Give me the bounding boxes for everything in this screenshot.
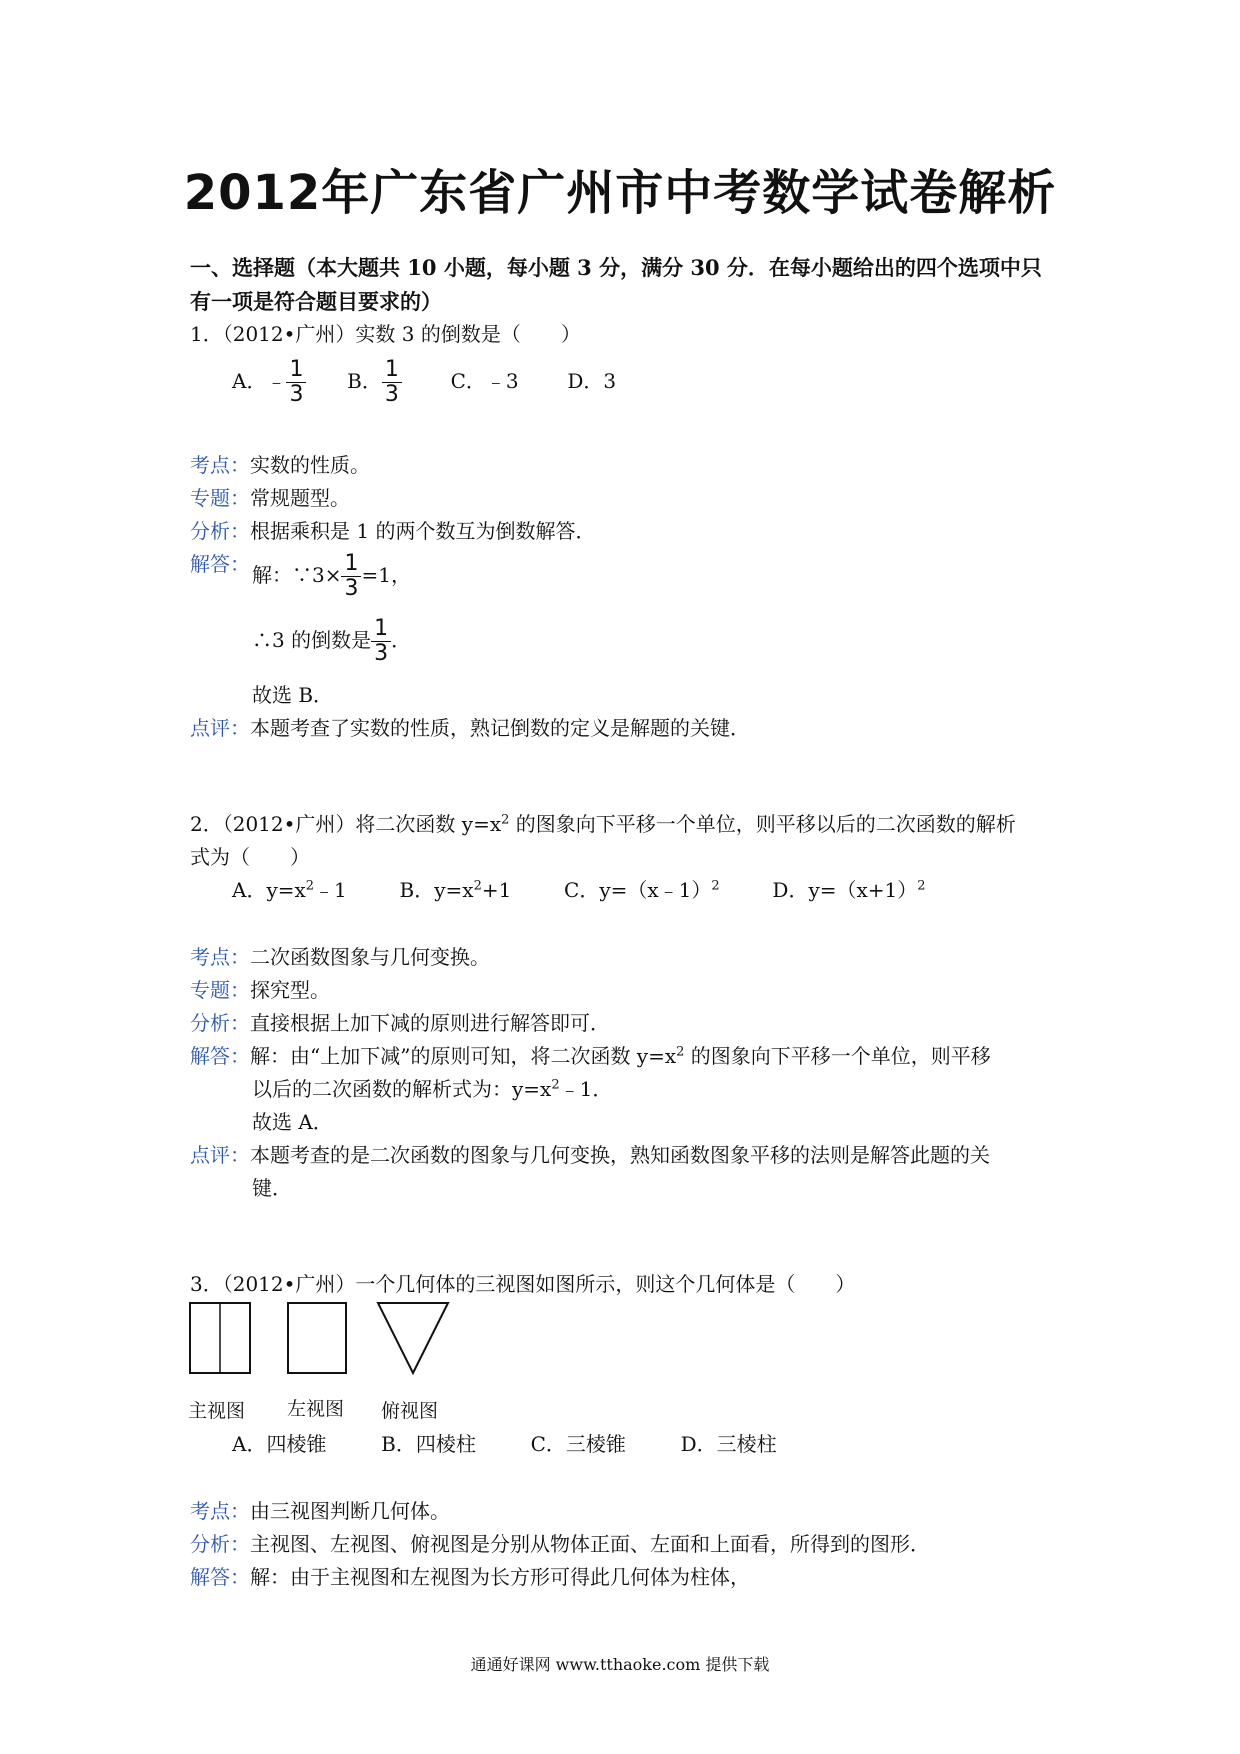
q2-option-b: B．$y=x^2+1$ [399, 878, 512, 902]
page-footer: 通通好课网 www.tthaoke.com 提供下载 [470, 1655, 770, 1674]
q2-fenxi: 分析：直接根据上加下减的原则进行解答即可． [190, 1011, 610, 1035]
q3-options [232, 1428, 777, 1457]
q3-kaodian: 考点：由三视图判断几何体。 [190, 1499, 450, 1523]
q2-options [232, 874, 926, 903]
q2-zhuanti: 专题：探究型。 [190, 978, 330, 1002]
left-view-shape [288, 1303, 346, 1373]
q1-option-b: B． $\frac{1}{3}$ [347, 369, 402, 393]
page-title: 2012年广东省广州市中考数学试卷解析 [183, 165, 1057, 221]
q3-option-b: B．四棱柱 [381, 1432, 476, 1456]
q1-dianping: 点评：本题考查了实数的性质，熟记倒数的定义是解题的关键． [190, 716, 750, 740]
q3-fenxi: 分析：主视图、左视图、俯视图是分别从物体正面、左面和上面看，所得到的图形． [190, 1532, 930, 1556]
three-views-figure [185, 1298, 465, 1383]
q1-stem: 1．（2012•广州）实数 3 的倒数是（ ） [190, 322, 581, 346]
fraction: $\frac{1}{3}$ [371, 617, 391, 666]
fraction: $\frac{1}{3}$ [341, 552, 361, 601]
fraction: $\frac{1}{3}$ [286, 358, 306, 407]
q2-dianping-line2: 键． [252, 1176, 292, 1200]
q2-stem-line1: 2．（2012•广州）将二次函数 $y=x^2$ 的图象向下平移一个单位，则平移以后的二次函数的解析 [190, 812, 1016, 836]
q2-option-c: C．y=（x﹣1）$^2$ [564, 878, 720, 902]
q3-option-a: A．四棱锥 [232, 1432, 327, 1456]
main-view-shape [190, 1303, 250, 1373]
q1-jieda-label: 解答： [190, 552, 250, 576]
q1-zhuanti: 专题：常规题型。 [190, 486, 350, 510]
q1-jieda-line2: ∴3 的倒数是 $\frac{1}{3}$ ． [252, 616, 412, 666]
q3-option-d: D．三棱柱 [680, 1432, 777, 1456]
q3-stem: 3．（2012•广州）一个几何体的三视图如图所示，则这个几何体是（ ） [190, 1272, 856, 1296]
q1-jieda-line1: 解：∵3× $\frac{1}{3}$ =1， [252, 551, 411, 601]
q1-jieda-line3: 故选 B． [252, 683, 334, 707]
q3-jieda-line1: 解答：解：由于主视图和左视图为长方形可得此几何体为柱体， [190, 1565, 750, 1589]
q2-jieda-line1: 解答：解：由“上加下减”的原则可知，将二次函数 $y=x^2$ 的图象向下平移一个单位，则平移 [190, 1044, 991, 1068]
q1-option-a: A．﹣ $\frac{1}{3}$ [232, 369, 306, 393]
q2-option-a: A．$y=x^2﹣1$ [232, 878, 347, 902]
main-view-label: 主视图 [188, 1400, 246, 1422]
top-view-label: 俯视图 [381, 1400, 439, 1422]
q3-option-c: C．三棱锥 [530, 1432, 626, 1456]
q2-dianping-line1: 点评：本题考查的是二次函数的图象与几何变换，熟知函数图象平移的法则是解答此题的关 [190, 1143, 990, 1167]
q2-option-d: D．$y=(x+1)^2$ [772, 878, 926, 902]
left-view-label: 左视图 [287, 1398, 345, 1420]
q2-jieda-line3: 故选 A． [252, 1110, 333, 1134]
q1-fenxi: 分析：根据乘积是 1 的两个数互为倒数解答． [190, 519, 596, 543]
q2-jieda-line2: 以后的二次函数的解析式为：$y=x^2﹣1$． [252, 1077, 613, 1101]
top-view-shape [378, 1303, 448, 1373]
q1-option-d: D．3 [567, 369, 617, 393]
section-heading-line1: 一、选择题（本大题共 10 小题，每小题 3 分，满分 30 分．在每小题给出的四个选项中只 [190, 255, 1042, 280]
q1-options [232, 358, 616, 407]
fraction: $\frac{1}{3}$ [382, 358, 402, 407]
q2-stem-line2: 式为（ ） [190, 845, 310, 869]
section-heading-line2: 有一项是符合题目要求的） [190, 289, 442, 314]
q1-option-c: C．﹣3 [450, 369, 519, 393]
q2-kaodian: 考点：二次函数图象与几何变换。 [190, 945, 490, 969]
q1-kaodian: 考点：实数的性质。 [190, 453, 370, 477]
